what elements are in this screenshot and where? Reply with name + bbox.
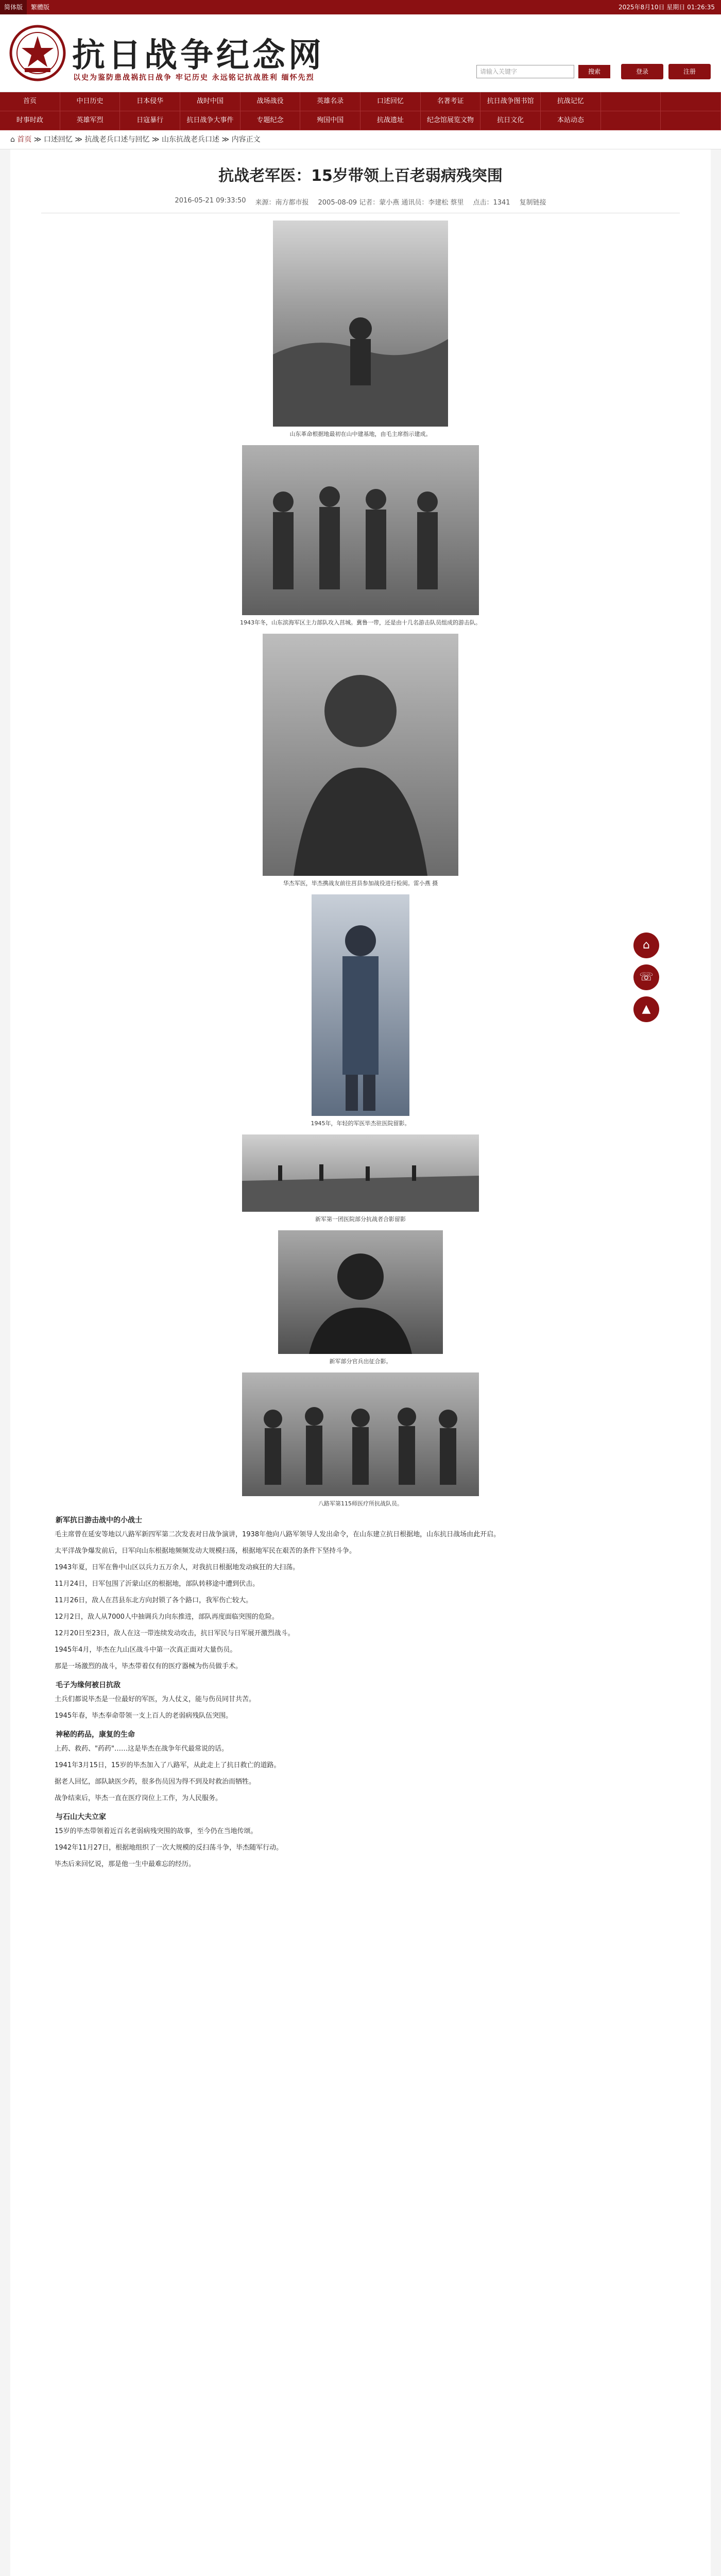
figure-1 [41, 221, 680, 438]
main-nav [0, 92, 721, 130]
breadcrumb-item: 内容正文 [231, 135, 261, 144]
caption-6: 新军部分官兵出征合影。 [329, 1358, 392, 1365]
breadcrumb-separator: ≫ [75, 135, 85, 144]
paragraph: 毕杰后来回忆说，那是他一生中最难忘的经历。 [55, 1860, 196, 1868]
nav-item-home[interactable]: 首页 [0, 92, 60, 111]
nav-item-heroes[interactable]: 英雄名录 [300, 92, 360, 111]
search-button[interactable]: 搜索 [578, 65, 610, 78]
breadcrumb-item[interactable]: 口述回忆 [43, 135, 73, 144]
field-photo-icon [242, 1134, 479, 1212]
nav-item-site-news[interactable]: 本站动态 [541, 111, 601, 130]
paragraph: 太平洋战争爆发前后，日军向山东根据地频频发动大规模扫荡，根据地军民在艰苦的条件下坚持斗争。 [55, 1547, 356, 1555]
figure-3 [41, 634, 680, 887]
author: 2005-08-09 记者：蒙小燕 通讯员：李建松 蔡里 [318, 199, 464, 207]
nav-item-research[interactable]: 名著考证 [421, 92, 481, 111]
nav-item-history[interactable]: 中日历史 [60, 92, 121, 111]
team-photo-icon [242, 1372, 479, 1496]
photo-4 [312, 894, 409, 1116]
paragraph: 1942年11月27日，根据地组织了一次大规模的反扫荡斗争，毕杰随军行动。 [55, 1844, 283, 1852]
tab-traditional[interactable]: 繁體版 [31, 4, 50, 11]
paragraph: 11月26日，敌人在莒县东北方向封锁了各个路口，我军伤亡较大。 [55, 1597, 253, 1604]
paragraph: 那是一场激烈的战斗，毕杰带着仅有的医疗器械为伤员做手术。 [55, 1663, 243, 1670]
figure-5 [41, 1134, 680, 1223]
view-count: 点击：1341 [473, 199, 510, 207]
section-heading: 毛子为缘何被日抗敌 [56, 1681, 121, 1689]
nav-item-culture[interactable]: 抗日文化 [480, 111, 541, 130]
uniform-portrait-icon [312, 894, 409, 1116]
caption-2: 1943年冬，山东滨海军区主力部队攻入莒城。冀鲁一带，还是由十几名游击队员组成的游击队。 [240, 619, 481, 626]
photo-6 [278, 1230, 443, 1354]
caption-7: 八路军第115师医疗所抗战队员。 [318, 1500, 403, 1507]
figure-2 [41, 445, 680, 626]
breadcrumb-separator: ≫ [151, 135, 162, 144]
paragraph: 战争结束后，毕杰一直在医疗岗位上工作，为人民服务。 [55, 1794, 222, 1802]
nav-item-memory[interactable]: 抗战记忆 [541, 92, 601, 111]
photo-2 [242, 445, 479, 615]
nav-item-news[interactable]: 时事时政 [0, 111, 60, 130]
paragraph: 11月24日，日军包围了沂蒙山区的根据地，部队转移途中遭到伏击。 [55, 1580, 260, 1588]
nav-item-empty-4 [661, 111, 721, 130]
section-heading: 与石山大夫立家 [56, 1813, 106, 1821]
nav-item-oral-history[interactable]: 口述回忆 [360, 92, 421, 111]
nav-item-wartime-china[interactable]: 战时中国 [180, 92, 241, 111]
paragraph: 上药、救药、"药药"……这是毕杰在战争年代最常说的话。 [55, 1745, 228, 1753]
veteran-portrait-icon [263, 634, 458, 876]
publish-time: 2016-05-21 09:33:50 [175, 197, 246, 205]
caption-5: 新军第一团医院部分抗战者合影留影 [315, 1216, 406, 1223]
nav-item-empty-2 [661, 92, 721, 111]
current-date: 2025年8月10日 星期日 01:26:35 [619, 4, 715, 11]
paragraph: 据老人回忆，部队缺医少药，很多伤员因为得不到及时救治而牺牲。 [55, 1778, 256, 1786]
paragraph: 1945年4月，毕杰在九山区战斗中第一次真正面对大量伤员。 [55, 1646, 237, 1654]
photo-3 [263, 634, 458, 876]
group-photo-icon [242, 445, 479, 615]
breadcrumb-item[interactable]: 抗战老兵口述与回忆 [84, 135, 150, 144]
nav-row-2 [0, 111, 721, 130]
nav-item-empty-1 [601, 92, 661, 111]
home-icon: ⌂ [10, 135, 15, 144]
nav-item-sites[interactable]: 抗战遗址 [360, 111, 421, 130]
paragraph: 15岁的毕杰带领着近百名老弱病残突围的故事，至今仍在当地传颂。 [55, 1827, 258, 1835]
headset-icon[interactable]: ☏ [633, 964, 659, 990]
copy-link[interactable]: 复制链接 [519, 199, 546, 207]
site-subtitle: 以史为鉴防患战祸抗日战争 牢记历史 永远铭记抗战胜利 缅怀先烈 [73, 74, 315, 82]
nav-item-special-topics[interactable]: 专题纪念 [241, 111, 301, 130]
caption-3: 华杰军医，毕杰携战友前往莒县参加战役进行检阅。雷小燕 摄 [283, 880, 438, 887]
top-bar [0, 0, 721, 14]
breadcrumb-home[interactable]: 首页 [17, 135, 32, 144]
paragraph: 1943年夏，日军在鲁中山区以兵力五万余人，对我抗日根据地发动疯狂的大扫荡。 [55, 1564, 300, 1571]
article-body [41, 1515, 680, 1871]
nav-item-battles[interactable]: 战场战役 [241, 92, 301, 111]
emblem-icon [9, 25, 66, 81]
paragraph: 1941年3月15日，15岁的毕杰加入了八路军，从此走上了抗日救亡的道路。 [55, 1761, 281, 1769]
caption-1: 山东革命根据地最初在山中建基地，由毛主席指示建成。 [289, 431, 432, 437]
figure-7 [41, 1372, 680, 1507]
article-container [10, 149, 711, 2576]
section-heading: 神秘的药品，康复的生命 [56, 1731, 135, 1739]
nav-item-museums[interactable]: 纪念馆展览文物 [421, 111, 481, 130]
nav-item-fallen[interactable]: 殉国中国 [300, 111, 360, 130]
paragraph: 毛主席曾在延安等地以八路军新四军第二次发表对日战争演讲，1938年他向八路军领导人发出命令，在山东建立抗日根据地，山东抗日战场由此开启。 [55, 1531, 501, 1538]
arrow-up-icon[interactable]: ▲ [633, 996, 659, 1022]
floating-toolbar [633, 933, 659, 1028]
site-logo[interactable] [9, 25, 66, 81]
nav-item-empty-3 [601, 111, 661, 130]
paragraph: 土兵们都说毕杰是一位最好的军医，为人仗义，能与伤员同甘共苦。 [55, 1696, 256, 1703]
nav-item-atrocities[interactable]: 日寇暴行 [120, 111, 180, 130]
caption-4: 1945年，年轻的军医毕杰驻医院留影。 [311, 1120, 410, 1127]
paragraph: 12月20日至23日，敌人在这一带连续发动攻击，抗日军民与日军展开激烈战斗。 [55, 1630, 295, 1637]
section-heading: 新军抗日游击战中的小战士 [56, 1516, 142, 1524]
site-header [0, 14, 721, 92]
paragraph: 12月2日，敌人从7000人中抽调兵力向东推进，部队再度面临突围的危险。 [55, 1613, 279, 1621]
photo-5 [242, 1134, 479, 1212]
photo-7 [242, 1372, 479, 1496]
source: 来源：南方都市报 [255, 199, 309, 207]
breadcrumb-item[interactable]: 山东抗战老兵口述 [162, 135, 220, 144]
nav-item-invasion[interactable]: 日本侵华 [120, 92, 180, 111]
article-meta [41, 197, 680, 207]
breadcrumb [0, 130, 721, 149]
language-tabs [0, 0, 54, 14]
search-input[interactable]: 请输入关键字 [476, 65, 574, 78]
paragraph: 1945年春，毕杰奉命带领一支上百人的老弱病残队伍突围。 [55, 1712, 233, 1720]
home-icon[interactable]: ⌂ [633, 933, 659, 958]
login-button[interactable]: 登录 [621, 64, 663, 79]
nav-item-major-events[interactable]: 抗日战争大事件 [180, 111, 241, 130]
nav-row-1 [0, 92, 721, 111]
tab-simplified[interactable]: 简体版 [0, 0, 27, 14]
site-title: 抗日战争纪念网 [72, 36, 324, 75]
register-button[interactable]: 注册 [668, 64, 711, 79]
photo-1 [273, 221, 448, 427]
soldier-photo-icon [273, 221, 448, 427]
breadcrumb-separator: ≫ [221, 135, 232, 144]
figure-4 [41, 894, 680, 1127]
article-title: 抗战老军医：15岁带领上百老弱病残突围 [218, 167, 503, 185]
officer-photo-icon [278, 1230, 443, 1354]
nav-item-library[interactable]: 抗日战争图书馆 [480, 92, 541, 111]
nav-item-martyrs[interactable]: 英雄军烈 [60, 111, 121, 130]
breadcrumb-separator: ≫ [33, 135, 44, 144]
figure-6 [41, 1230, 680, 1365]
